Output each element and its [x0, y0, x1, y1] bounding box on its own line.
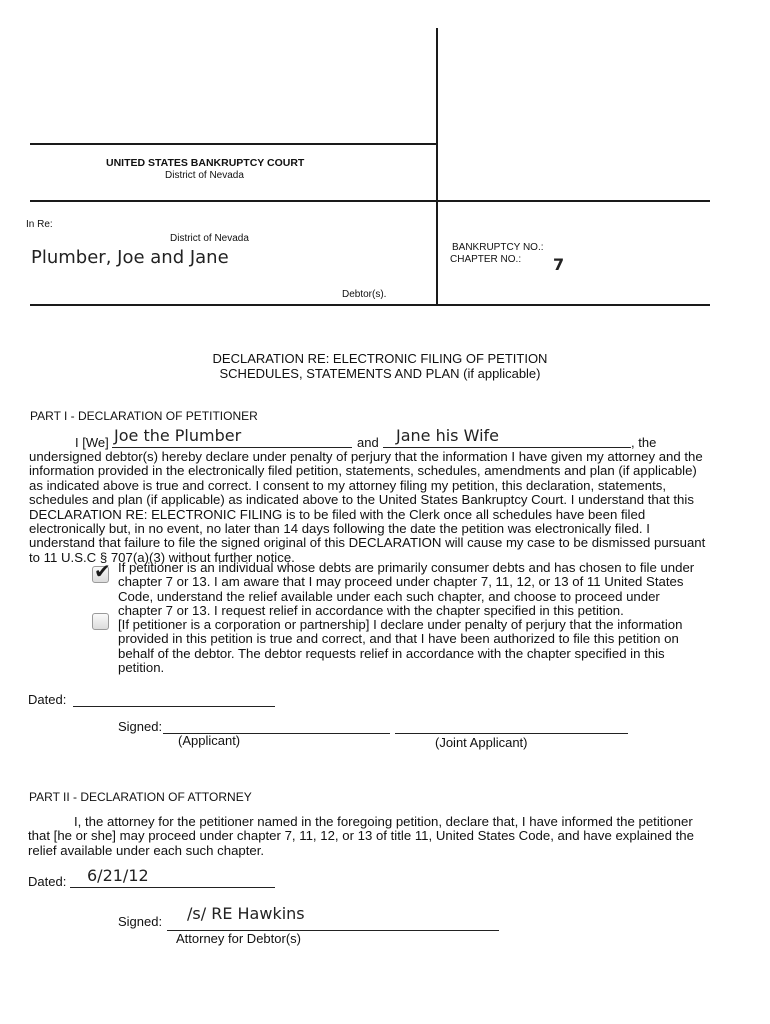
part1-body-line: as indicated above is true and correct. I consent to my attorney filing my petition, this declaration, statements,: [29, 477, 666, 493]
corporation-checkbox[interactable]: [92, 613, 109, 630]
option2-text: [118, 618, 758, 676]
petitioner2-field[interactable]: [383, 447, 631, 448]
option2-line: petition.: [118, 660, 165, 676]
the-label: , the: [631, 435, 657, 450]
vertical-rule: [436, 28, 438, 306]
option1-line: Code, understand the relief available under each such chapter, and choose to proceed under: [118, 588, 660, 604]
joint-applicant-label: (Joint Applicant): [435, 735, 528, 750]
debtors-label: Debtor(s).: [342, 289, 387, 300]
part2-dated-label: Dated:: [28, 874, 67, 889]
bankruptcy-no-label: BANKRUPTCY NO.:: [452, 242, 544, 253]
part1-dated-field[interactable]: [73, 706, 275, 707]
part1-body-line: undersigned debtor(s) hereby declare under penalty of perjury that the information I have given my attorney and the: [29, 449, 703, 464]
header-top-rule: [30, 143, 438, 145]
part1-body-line: understand that failure to file the signed original of this DECLARATION will cause my case to be dismissed pursuant: [29, 535, 706, 551]
option2-line: provided in this petition is true and correct, and that I have been authorized to file this petition on: [118, 631, 679, 647]
part2-dated-value: 6/21/12: [87, 866, 149, 885]
caption-district: District of Nevada: [170, 233, 249, 244]
court-district: District of Nevada: [165, 170, 244, 181]
attorney-label: Attorney for Debtor(s): [176, 931, 301, 946]
part1-body-line: electronically but, in no event, no later than 14 days following the date the petition was electronically filed. I: [29, 521, 650, 537]
petitioner1-name: Joe the Plumber: [114, 426, 242, 445]
debtor-name: Plumber, Joe and Jane: [31, 247, 229, 268]
option2-line: behalf of the debtor. The debtor requests relief in accordance with the chapter specified in this: [118, 645, 665, 661]
joint-applicant-signature-field[interactable]: [395, 733, 628, 734]
petitioner1-field[interactable]: [112, 447, 352, 448]
chapter-no-label: CHAPTER NO.:: [450, 254, 522, 265]
part2-body-line: relief available under each such chapter.: [28, 842, 265, 858]
applicant-label: (Applicant): [178, 733, 241, 748]
option2-line: [If petitioner is a corporation or partnership] I declare under penalty of perjury that the information: [118, 617, 683, 632]
part2-signed-label: Signed:: [118, 914, 163, 929]
individual-checkbox[interactable]: [92, 559, 111, 583]
part1-body-line: information provided in the electronically filed petition, statements, schedules, amendments and plan (if applicable): [29, 463, 697, 479]
and-label: and: [357, 435, 379, 450]
header-rule: [30, 200, 710, 202]
option1-line: chapter 7 or 13. I request relief in accordance with the chapter specified in this petition.: [118, 603, 624, 619]
attorney-signature: /s/ RE Hawkins: [187, 904, 305, 923]
part2-body: [28, 815, 768, 858]
option1-line: chapter 7 or 13. I am aware that I may proceed under chapter 7, 11, 12, or 13 of 11 United States: [118, 574, 684, 590]
part2-body-line: I, the attorney for the petitioner named in the foregoing petition, declare that, I have informed the petitioner: [74, 814, 693, 829]
part1-body-line: DECLARATION RE: ELECTRONIC FILING is to be filed with the Clerk once all schedules have been filed: [29, 506, 646, 522]
checkmark-icon: ✔: [94, 559, 111, 583]
petitioner2-name: Jane his Wife: [396, 426, 499, 445]
chapter-no-value: 7: [553, 255, 565, 274]
option1-text: [118, 561, 758, 619]
part1-dated-label: Dated:: [28, 692, 67, 707]
in-re-label: In Re:: [26, 219, 53, 230]
part2-body-line: that [he or she] may proceed under chapter 7, 11, 12, or 13 of title 11, United States Code, and have explained the: [28, 828, 694, 844]
part1-body-line: schedules and plan (if applicable) as indicated above to the United States Bankruptcy Court. I understand that this: [29, 492, 694, 508]
part1-body-line: to 11 U.S.C § 707(a)(3) without further notice.: [29, 549, 295, 565]
part2-dated-field[interactable]: [70, 887, 275, 888]
declaration-title-line1: DECLARATION RE: ELECTRONIC FILING OF PETITION: [212, 351, 548, 366]
part1-body: [29, 450, 769, 565]
declaration-title-line2: SCHEDULES, STATEMENTS AND PLAN (if applicable): [219, 366, 541, 381]
part2-heading: PART II - DECLARATION OF ATTORNEY: [29, 790, 252, 804]
part1-signed-label: Signed:: [118, 719, 163, 734]
part1-heading: PART I - DECLARATION OF PETITIONER: [30, 409, 258, 423]
court-title: UNITED STATES BANKRUPTCY COURT: [106, 157, 305, 169]
option1-line: If petitioner is an individual whose debts are primarily consumer debts and has chosen to file under: [118, 560, 695, 575]
i-we-label: I [We]: [75, 435, 109, 450]
caption-bottom-rule: [30, 304, 710, 306]
